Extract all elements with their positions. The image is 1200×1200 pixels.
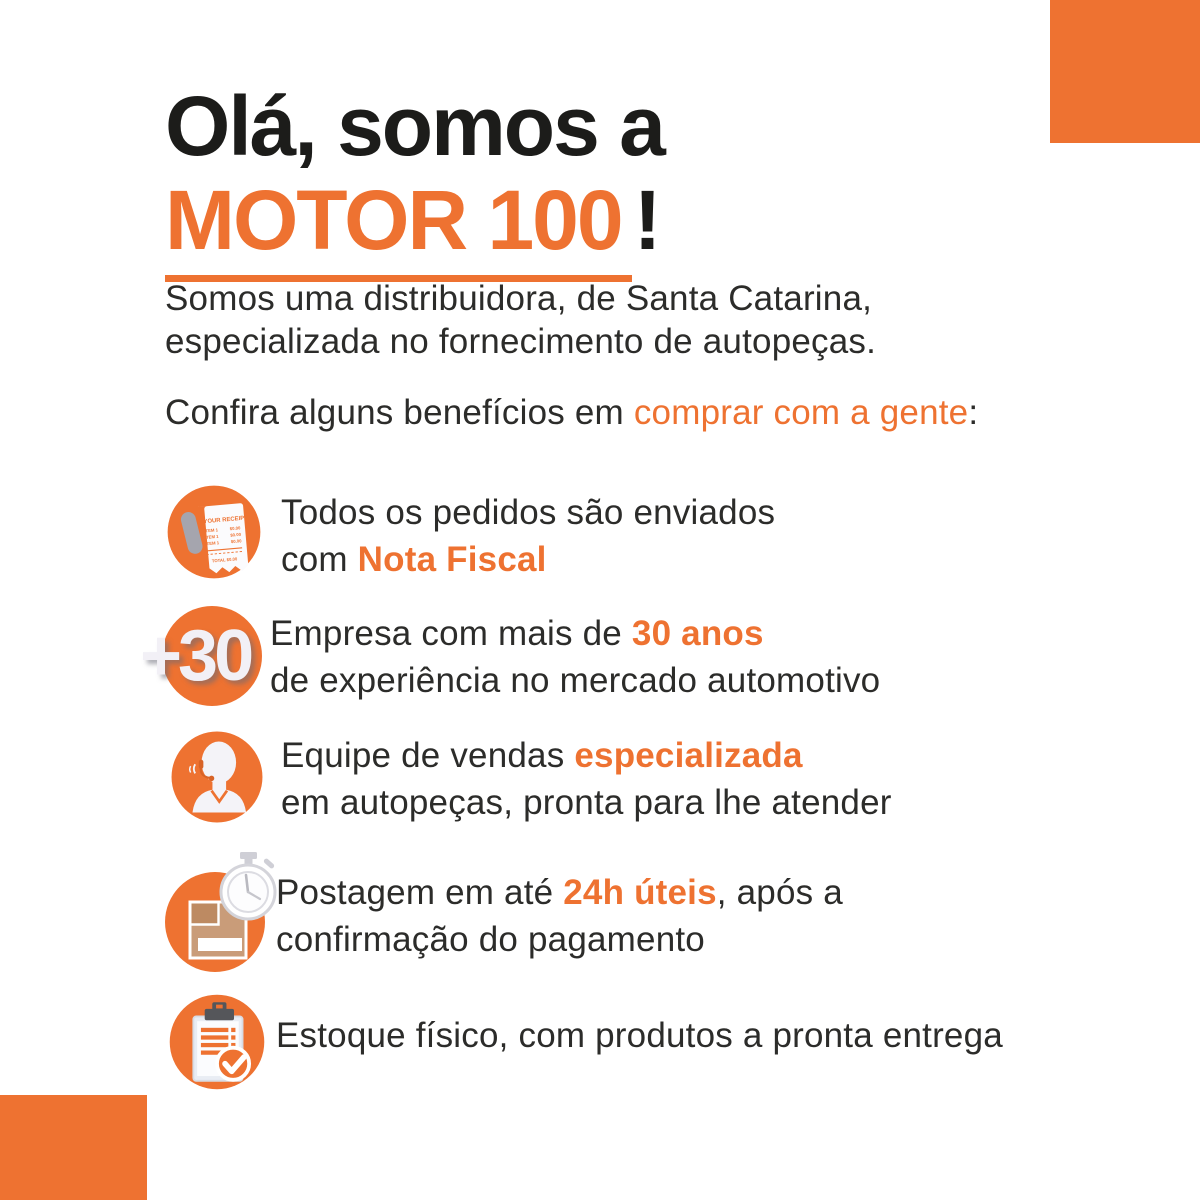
headline — [165, 80, 664, 291]
benefit-text-sales-team: Equipe de vendas especializada em autopeças, pronta para lhe atender — [281, 736, 892, 822]
headline-exclamation: ! — [633, 173, 662, 267]
benefit-text-shipping: Postagem em até 24h úteis, após a confirmação do pagamento — [276, 873, 843, 959]
benefits-intro-colon: : — [968, 393, 979, 432]
benefits-intro-prefix: Confira alguns benefícios em — [165, 393, 634, 432]
intro-text — [165, 277, 876, 363]
benefits-intro — [165, 393, 978, 433]
package-stopwatch-icon — [160, 844, 284, 976]
svg-text:ITEM 1: ITEM 1 — [205, 540, 220, 547]
svg-text:$0.00: $0.00 — [230, 538, 242, 545]
benefit-text-experience: Empresa com mais de 30 anos de experiência no mercado automotivo — [270, 614, 881, 700]
highlight-24h-uteis: 24h úteis — [563, 873, 717, 912]
badge-plus30-text: +30 — [140, 616, 251, 696]
corner-accent-bottom-left — [0, 1095, 147, 1200]
support-agent-icon — [167, 727, 267, 827]
svg-text:TOTAL $0.00: TOTAL $0.00 — [211, 556, 238, 564]
headline-greeting: Olá, somos a — [165, 79, 664, 173]
brand-name: MOTOR 100 — [165, 174, 632, 282]
svg-text:$0.00: $0.00 — [229, 525, 241, 532]
corner-accent-top-right — [1050, 0, 1200, 143]
clipboard-check-icon — [165, 990, 269, 1094]
highlight-especializada: especializada — [574, 736, 803, 775]
receipt-header-text: YOUR RECEIPT — [203, 515, 249, 526]
benefit-text-stock: Estoque físico, com produtos a pronta entrega — [276, 1016, 1003, 1055]
intro-line-1: Somos uma distribuidora, de Santa Catarina, — [165, 279, 873, 318]
svg-text:ITEM 1: ITEM 1 — [204, 527, 219, 534]
svg-text:$0.00: $0.00 — [230, 531, 242, 538]
benefit-text-invoice: Todos os pedidos são enviados com Nota Fiscal — [281, 493, 776, 579]
highlight-30-anos: 30 anos — [631, 614, 764, 653]
benefits-intro-highlight: comprar com a gente — [633, 393, 969, 432]
headline-brand-line — [165, 174, 664, 291]
intro-line-2: especializada no fornecimento de autopeças. — [165, 322, 877, 361]
highlight-nota-fiscal: Nota Fiscal — [357, 540, 547, 579]
svg-text:ITEM 1: ITEM 1 — [204, 533, 219, 540]
receipt-icon — [163, 481, 265, 583]
plus-30-years-badge — [140, 606, 274, 708]
